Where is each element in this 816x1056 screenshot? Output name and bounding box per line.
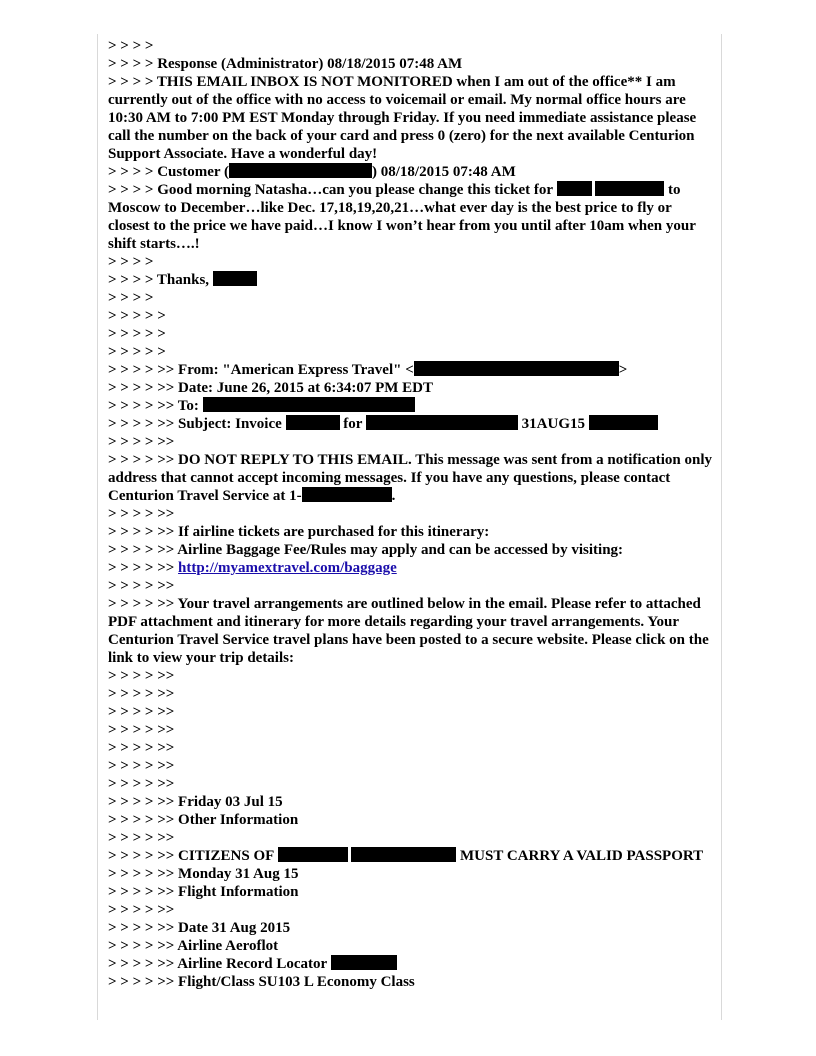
redaction-block bbox=[331, 955, 397, 970]
redaction-block bbox=[302, 487, 392, 502]
redaction-block bbox=[213, 271, 257, 286]
subject-line bbox=[108, 415, 713, 433]
baggage-link[interactable]: http://myamextravel.com/baggage bbox=[178, 560, 397, 576]
quote-line: > > > > > bbox=[108, 326, 166, 342]
quote-line: > > > > >> bbox=[108, 506, 175, 522]
link-prefix: > > > > >> bbox=[108, 560, 179, 576]
redaction-block bbox=[278, 847, 348, 862]
quote-line: > > > > bbox=[108, 38, 154, 54]
subject-date: 31AUG15 bbox=[517, 416, 589, 432]
do-not-reply-notice bbox=[108, 451, 716, 505]
notice-end: . bbox=[391, 488, 396, 504]
passport-notice bbox=[108, 847, 713, 865]
email-body bbox=[108, 37, 716, 991]
customer-header bbox=[108, 163, 713, 181]
customer-message-start: > > > > Good morning Natasha…can you please change this ticket for bbox=[108, 182, 557, 198]
subject-label: > > > > >> Subject: Invoice bbox=[108, 416, 286, 432]
redaction-block bbox=[203, 397, 415, 412]
flight-class: > > > > >> Flight/Class SU103 L Economy Class bbox=[108, 974, 415, 990]
date-line: > > > > >> Date: June 26, 2015 at 6:34:07 PM EDT bbox=[108, 380, 434, 396]
quote-line: > > > > >> bbox=[108, 704, 175, 720]
subject-for: for bbox=[339, 416, 366, 432]
travel-arrangements-text: > > > > >> Your travel arrangements are outlined below in the email. Please refer to attached PDF attachment and itinerary for more details regarding your travel arrangements. Your Centurion Travel Service travel plans have been posted to a secure website. Please click on the link to view your trip details: bbox=[108, 596, 713, 666]
quote-line: > > > > bbox=[108, 290, 154, 306]
from-line bbox=[108, 361, 713, 379]
to-line bbox=[108, 397, 713, 415]
record-locator bbox=[108, 955, 713, 973]
airline-name: > > > > >> Airline Aeroflot bbox=[108, 938, 279, 954]
from-label: > > > > >> From: "American Express Travel" < bbox=[108, 362, 414, 378]
to-label: > > > > >> To: bbox=[108, 398, 203, 414]
redaction-block bbox=[557, 181, 592, 196]
quote-line: > > > > >> bbox=[108, 740, 175, 756]
quote-line: > > > > >> bbox=[108, 434, 175, 450]
redaction-block bbox=[366, 415, 518, 430]
passport-notice-start: > > > > >> CITIZENS OF bbox=[108, 848, 278, 864]
baggage-intro: > > > > >> If airline tickets are purchased for this itinerary: bbox=[108, 524, 490, 540]
quote-line: > > > > > bbox=[108, 344, 166, 360]
itinerary-date: > > > > >> Friday 03 Jul 15 bbox=[108, 794, 283, 810]
customer-message-end: to Moscow to December…like Dec. 17,18,19,20,21…what ever day is the best price to fly or closest to the price we have paid…I know I won’t hear from you until after 10am when your shift starts….! bbox=[108, 182, 700, 252]
redaction-block bbox=[286, 415, 340, 430]
redaction-block bbox=[229, 163, 372, 178]
flight-information-heading: > > > > >> Flight Information bbox=[108, 884, 299, 900]
quote-line: > > > > >> bbox=[108, 902, 175, 918]
customer-header-end: ) 08/18/2015 07:48 AM bbox=[371, 164, 516, 180]
redaction-block bbox=[414, 361, 619, 376]
thanks-text: > > > > Thanks, bbox=[108, 272, 213, 288]
quote-line: > > > > >> bbox=[108, 776, 175, 792]
quote-line: > > > > >> bbox=[108, 758, 175, 774]
notice-text: > > > > >> DO NOT REPLY TO THIS EMAIL. This message was sent from a notification only address that cannot accept incoming messages. If you have any questions, please contact Centurion Travel Service at 1- bbox=[108, 452, 716, 504]
customer-message bbox=[108, 181, 713, 253]
redaction-block bbox=[595, 181, 664, 196]
quote-line: > > > > >> bbox=[108, 668, 175, 684]
from-end: > bbox=[618, 362, 628, 378]
quote-line: > > > > >> bbox=[108, 722, 175, 738]
quote-line: > > > > >> bbox=[108, 686, 175, 702]
quote-line: > > > > bbox=[108, 254, 154, 270]
record-locator-label: > > > > >> Airline Record Locator bbox=[108, 956, 331, 972]
flight-date: > > > > >> Date 31 Aug 2015 bbox=[108, 920, 291, 936]
baggage-rules: > > > > >> Airline Baggage Fee/Rules may apply and can be accessed by visiting: bbox=[108, 542, 624, 558]
baggage-link-line bbox=[108, 559, 713, 577]
quote-line: > > > > >> bbox=[108, 578, 175, 594]
auto-reply-text: > > > > THIS EMAIL INBOX IS NOT MONITORED when I am out of the office** I am currently out of the office with no access to voicemail or email. My normal office hours are 10:30 AM to 7:00 PM EST Monday through Friday. If you need immediate assistance please call the number on the back of your card and press 0 (zero) for the next available Centurion Support Associate. Have a wonderful day! bbox=[108, 74, 700, 162]
response-header: > > > > Response (Administrator) 08/18/2015 07:48 AM bbox=[108, 56, 463, 72]
quote-line: > > > > > bbox=[108, 308, 166, 324]
passport-notice-end: MUST CARRY A VALID PASSPORT bbox=[456, 848, 704, 864]
customer-header-start: > > > > Customer ( bbox=[108, 164, 229, 180]
quote-line: > > > > >> bbox=[108, 830, 175, 846]
other-information-heading: > > > > >> Other Information bbox=[108, 812, 299, 828]
thanks-line bbox=[108, 271, 713, 289]
redaction-block bbox=[351, 847, 456, 862]
itinerary-date: > > > > >> Monday 31 Aug 15 bbox=[108, 866, 299, 882]
redaction-block bbox=[589, 415, 658, 430]
